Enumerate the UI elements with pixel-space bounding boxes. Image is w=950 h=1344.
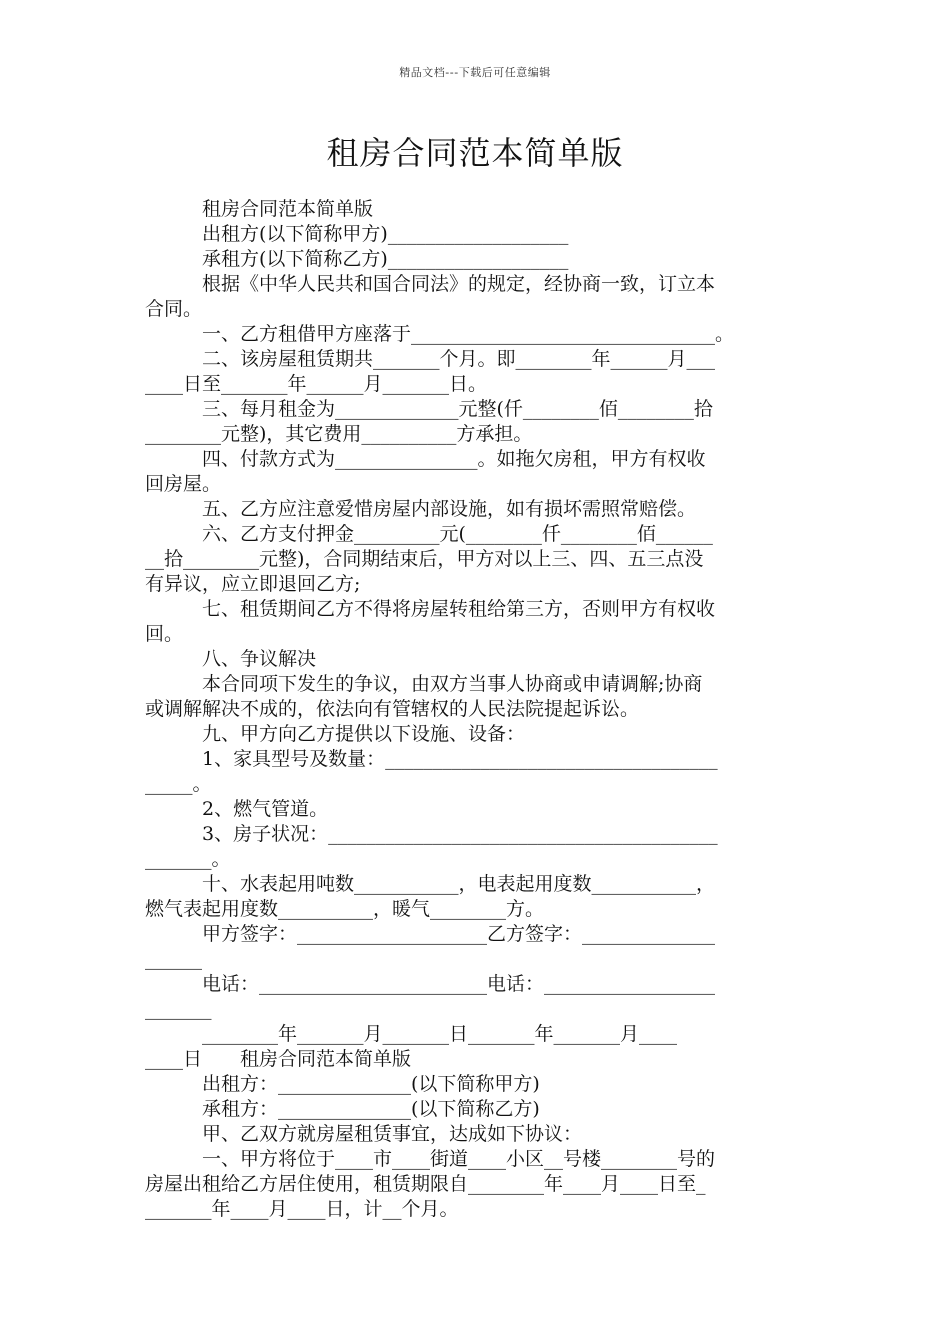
text-line: ________年_______月_______日_______年_______月____: [145, 1023, 678, 1045]
text-line: ____日至_______年______月_______日。: [145, 373, 488, 395]
text-line: 出租方：______________(以下简称甲方): [145, 1073, 540, 1095]
text-line: _____。: [145, 773, 212, 795]
text-line: 八、争议解决: [145, 648, 317, 670]
text-line: 1、家具型号及数量：___________________________________: [145, 748, 718, 770]
text-line: 四、付款方式为_______________。如拖欠房租，甲方有权收: [145, 448, 706, 470]
text-line: 十、水表起用吨数___________，电表起用度数___________，: [145, 873, 716, 895]
text-line: 九、甲方向乙方提供以下设施、设备：: [145, 723, 526, 745]
text-line: 燃气表起用度数__________，暖气________方。: [145, 898, 545, 920]
document-body: [145, 197, 808, 1222]
document-title: 租房合同范本简单版: [326, 134, 624, 172]
text-line: 房屋出租给乙方居住使用，租赁期限自________年____月____日至_: [145, 1173, 706, 1195]
text-line: 承租方：______________(以下简称乙方): [145, 1098, 540, 1120]
text-line: 承租方(以下简称乙方)___________________: [145, 248, 569, 270]
text-line: 回。: [145, 623, 184, 645]
text-line: 七、租赁期间乙方不得将房屋转租给第三方，否则甲方有权收: [145, 598, 716, 620]
text-line: 五、乙方应注意爱惜房屋内部设施，如有损坏需照常赔偿。: [145, 498, 697, 520]
text-line: 本合同项下发生的争议，由双方当事人协商或申请调解;协商: [145, 673, 703, 695]
text-line: 合同。: [145, 298, 203, 320]
page-header: 精品文档---下载后可任意编辑: [399, 66, 551, 79]
text-line: _______年____月____日，计__个月。: [145, 1198, 459, 1220]
text-line: 3、房子状况：_________________________________________: [145, 823, 718, 845]
text-line: _______。: [145, 848, 231, 870]
text-line: _______: [145, 998, 212, 1020]
text-line: 2、燃气管道。: [145, 798, 329, 820]
text-line: 电话：________________________电话：__________________: [145, 973, 716, 995]
text-line: 六、乙方支付押金_________元(________仟________佰______: [145, 523, 713, 545]
text-line: 出租方(以下简称甲方)___________________: [145, 223, 569, 245]
text-line: ____日 租房合同范本简单版: [145, 1048, 412, 1070]
text-line: 甲、乙双方就房屋租赁事宜，达成如下协议：: [145, 1123, 583, 1145]
text-line: 二、该房屋租赁期共_______个月。即________年______月___: [145, 348, 716, 370]
text-line: 回房屋。: [145, 473, 222, 495]
text-line: 根据《中华人民共和国合同法》的规定，经协商一致，订立本: [145, 273, 716, 295]
text-line: 一、甲方将位于____市____街道____小区__号楼________号的: [145, 1148, 716, 1170]
text-line: ______: [145, 948, 202, 970]
text-line: 有异议，应立即退回乙方;: [145, 573, 361, 595]
text-line: 或调解解决不成的，依法向有管辖权的人民法院提起诉讼。: [145, 698, 640, 720]
text-line: __拾________元整)，合同期结束后，甲方对以上三、四、五三点没: [145, 548, 704, 570]
text-line: 租房合同范本简单版: [145, 198, 374, 220]
text-line: 一、乙方租借甲方座落于________________________________。: [145, 323, 735, 345]
text-line: 三、每月租金为_____________元整(仟________佰________拾: [145, 398, 713, 420]
text-line: 甲方签字：____________________乙方签字：______________: [145, 923, 716, 945]
text-line: ________元整)，其它费用__________方承担。: [145, 423, 533, 445]
